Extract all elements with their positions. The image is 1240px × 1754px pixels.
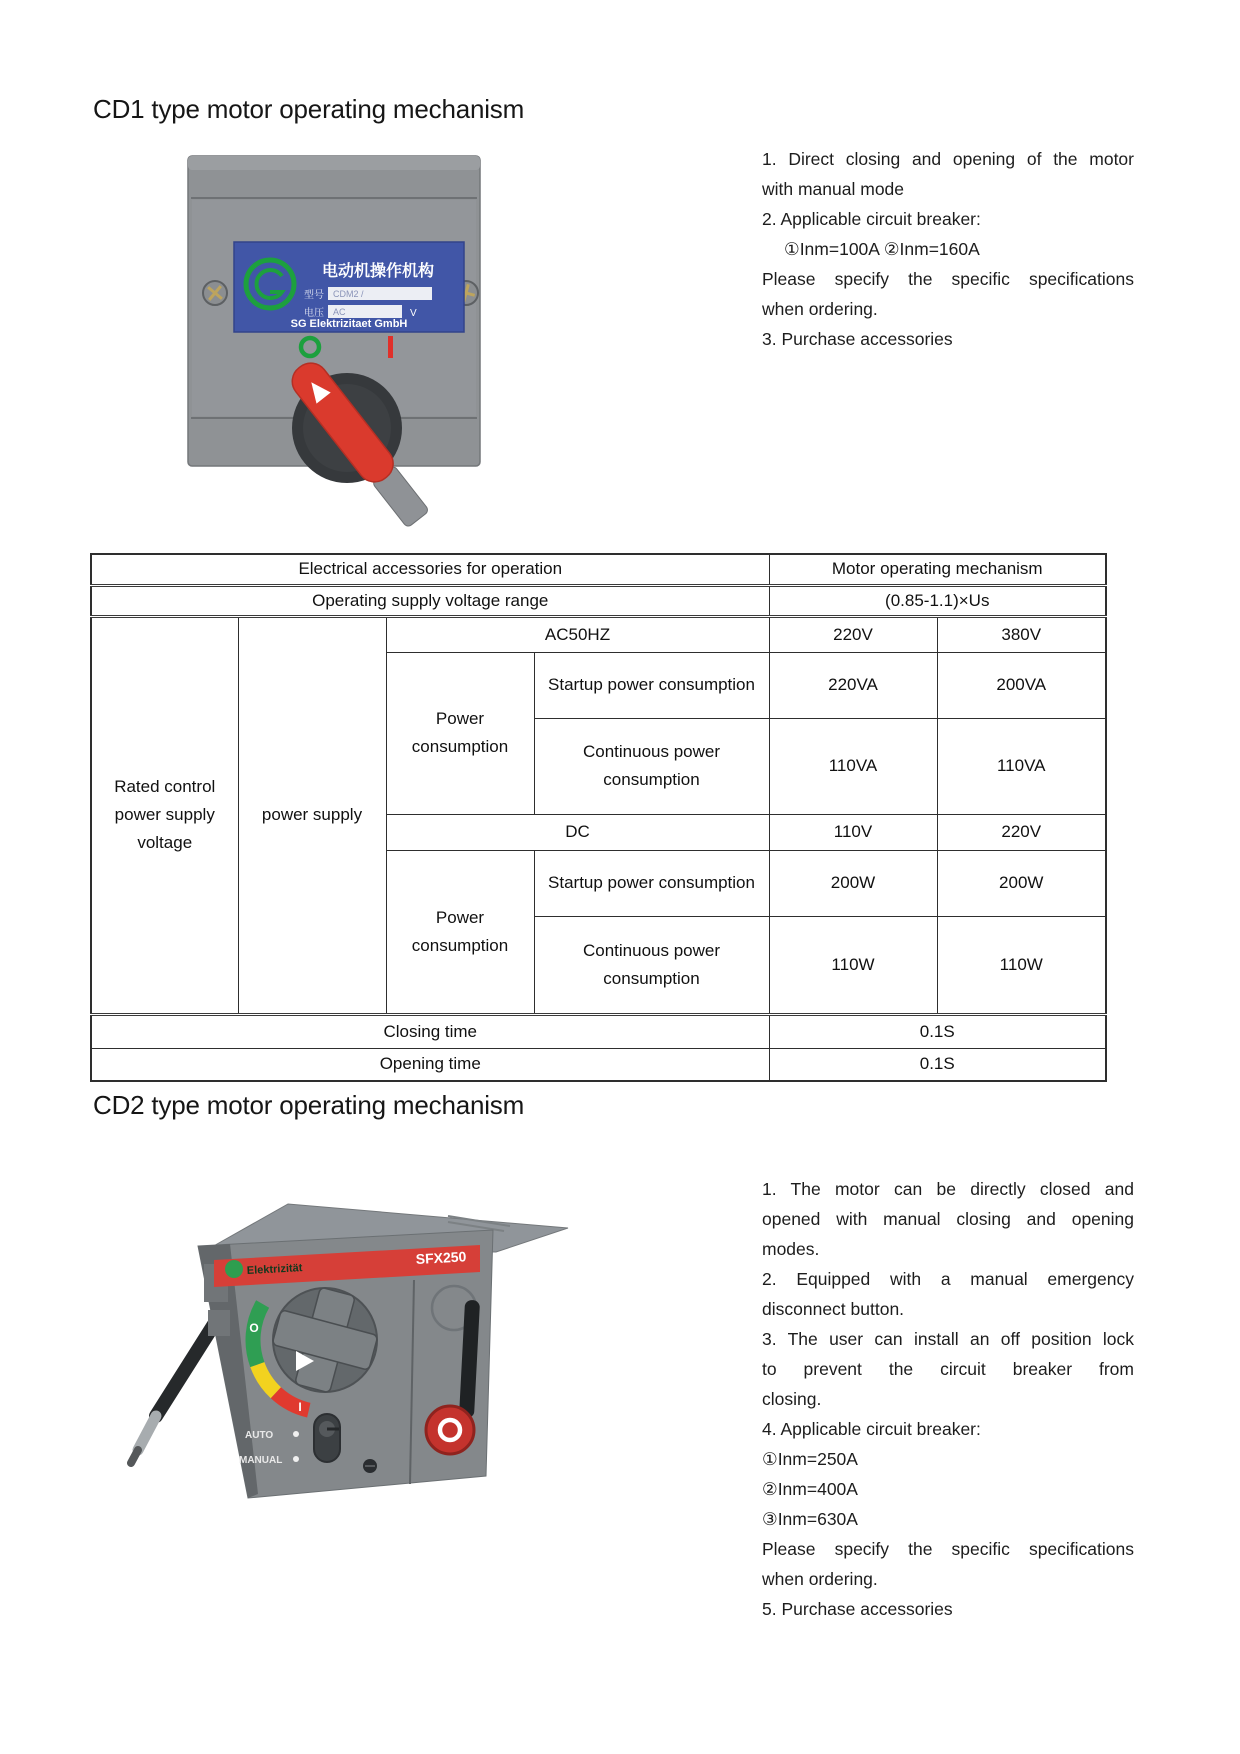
note-line: ①Inm=100A ②Inm=160A xyxy=(784,239,980,259)
cell-closing-time: Closing time xyxy=(91,1014,769,1048)
note-line: to prevent the circuit breaker from xyxy=(762,1359,1134,1379)
cell-startup-dc: Startup power consumption xyxy=(534,850,769,916)
note-line: 5. Purchase accessories xyxy=(762,1599,953,1619)
emergency-stop-button xyxy=(426,1406,474,1454)
arc-close-mark: I xyxy=(298,1400,302,1414)
voltage-value: AC xyxy=(333,307,346,317)
arc-open-mark: O xyxy=(249,1321,259,1335)
cell-ac-v1: 220V xyxy=(769,616,937,652)
brand-name: Elektrizität xyxy=(246,1262,303,1277)
nameplate-title: 电动机操作机构 xyxy=(321,263,435,280)
brand-logo-icon xyxy=(225,1260,243,1278)
cell-continuous-dc: Continuous power consumption xyxy=(534,916,769,1014)
cd1-nameplate xyxy=(234,242,464,332)
cell-ac-startup-v1: 220VA xyxy=(769,652,937,718)
cd1-screw-left-icon xyxy=(202,280,227,305)
note-line: Please specify the specific specifications xyxy=(762,1539,1134,1559)
spec-table xyxy=(90,553,1107,1082)
cell-header-right: Motor operating mechanism xyxy=(769,554,1106,585)
cell-continuous-ac: Continuous power consumption xyxy=(534,718,769,814)
cd2-screw-icon xyxy=(363,1459,377,1473)
cell-voltage-range-value: (0.85-1.1)×Us xyxy=(769,585,1106,616)
table-row xyxy=(91,554,1106,585)
auto-label: AUTO xyxy=(245,1430,274,1441)
table-row xyxy=(91,1014,1106,1048)
note-line: 3. Purchase accessories xyxy=(762,329,953,349)
cell-ac-label: AC50HZ xyxy=(386,616,769,652)
cell-voltage-range-label: Operating supply voltage range xyxy=(91,585,769,616)
note-line: ①Inm=250A xyxy=(762,1449,858,1469)
cell-dc-cont-v2: 110W xyxy=(937,916,1106,1014)
cell-header-left: Electrical accessories for operation xyxy=(91,554,769,585)
cell-rated-control: Rated control power supply voltage xyxy=(91,616,238,1014)
cell-dc-v2: 220V xyxy=(937,814,1106,850)
note-line: 2. Equipped with a manual emergency xyxy=(762,1269,1134,1289)
table-row xyxy=(91,585,1106,616)
cd1-device-photo xyxy=(166,136,496,548)
voltage-label: 电压 xyxy=(304,308,324,319)
note-line: 4. Applicable circuit breaker: xyxy=(762,1419,981,1439)
cd1-device-illustration xyxy=(166,136,496,548)
voltage-unit: V xyxy=(410,308,417,319)
cd2-device-photo xyxy=(118,1168,578,1518)
note-line: when ordering. xyxy=(762,299,878,319)
cell-closing-value: 0.1S xyxy=(769,1014,1106,1048)
note-line: when ordering. xyxy=(762,1569,878,1589)
cell-dc-startup-v1: 200W xyxy=(769,850,937,916)
table-row xyxy=(91,1048,1106,1081)
note-line: Please specify the specific specifications xyxy=(762,269,1134,289)
cd1-notes xyxy=(762,144,1134,354)
cell-startup-ac: Startup power consumption xyxy=(534,652,769,718)
cell-power-supply: power supply xyxy=(238,616,386,1014)
cd1-section-title: CD1 type motor operating mechanism xyxy=(93,94,525,124)
company-name: SG Elektrizitaet GmbH xyxy=(290,318,408,330)
model-value: CDM2 / xyxy=(333,289,364,299)
cell-dc-label: DC xyxy=(386,814,769,850)
note-line: 3. The user can install an off position lock xyxy=(762,1329,1134,1349)
cell-opening-value: 0.1S xyxy=(769,1048,1106,1081)
cell-dc-v1: 110V xyxy=(769,814,937,850)
note-line: opened with manual closing and opening xyxy=(762,1209,1134,1229)
close-indicator-icon xyxy=(388,336,393,358)
note-line: closing. xyxy=(762,1389,822,1409)
note-line: with manual mode xyxy=(762,179,905,199)
table-row xyxy=(91,616,1106,652)
cell-ac-cont-v1: 110VA xyxy=(769,718,937,814)
cell-opening-time: Opening time xyxy=(91,1048,769,1081)
note-line: ③Inm=630A xyxy=(762,1509,858,1529)
cd2-cable xyxy=(131,1318,218,1463)
cell-power-consumption-ac: Power consumption xyxy=(386,652,534,814)
cell-dc-cont-v1: 110W xyxy=(769,916,937,1014)
cell-ac-v2: 380V xyxy=(937,616,1106,652)
note-line: 1. Direct closing and opening of the motor xyxy=(762,149,1134,169)
note-line: ②Inm=400A xyxy=(762,1479,858,1499)
cell-power-consumption-dc: Power consumption xyxy=(386,850,534,1014)
cell-ac-startup-v2: 200VA xyxy=(937,652,1106,718)
cell-dc-startup-v2: 200W xyxy=(937,850,1106,916)
cd2-section-title: CD2 type motor operating mechanism xyxy=(93,1090,525,1120)
note-line: modes. xyxy=(762,1239,820,1259)
manual-label: MANUAL xyxy=(239,1455,283,1466)
note-line: 2. Applicable circuit breaker: xyxy=(762,209,981,229)
cd2-notes xyxy=(762,1174,1134,1624)
note-line: disconnect button. xyxy=(762,1299,905,1319)
model-number: SFX250 xyxy=(415,1248,467,1267)
note-line: 1. The motor can be directly closed and xyxy=(762,1179,1134,1199)
cell-ac-cont-v2: 110VA xyxy=(937,718,1106,814)
model-label: 型号 xyxy=(304,290,324,301)
cd2-device-illustration xyxy=(118,1168,578,1518)
